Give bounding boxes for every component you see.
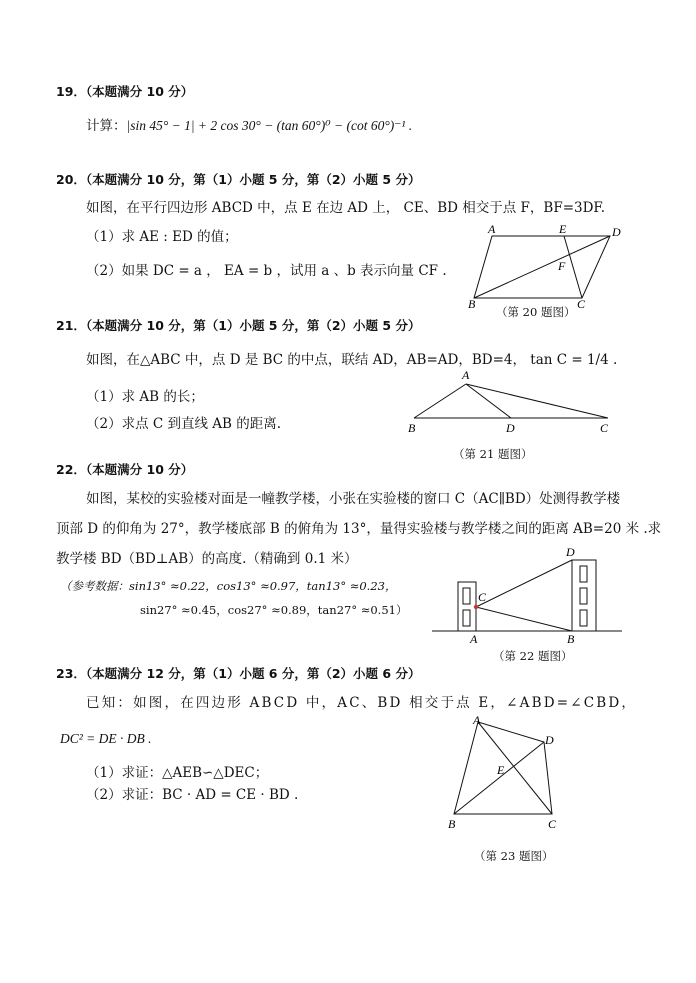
segment-ce bbox=[564, 236, 582, 298]
label-e: E bbox=[497, 763, 505, 777]
q22-stem-line1: 如图，某校的实验楼对面是一幢教学楼，小张在实验楼的窗口 C（AC∥BD）处测得教学楼 bbox=[86, 491, 621, 507]
label-a: A bbox=[488, 222, 496, 236]
lab-window-lower bbox=[463, 610, 470, 626]
q23-caption: （第 23 题图） bbox=[474, 849, 554, 863]
teaching-building bbox=[572, 560, 596, 631]
label-f: F bbox=[558, 259, 566, 273]
segment-bd bbox=[474, 236, 610, 298]
q20-stem: 如图，在平行四边形 ABCD 中，点 E 在边 AD 上， CE、BD 相交于点 F，BF=3DF. bbox=[86, 200, 605, 216]
q20-header: 20．（本题满分 10 分，第（1）小题 5 分，第（2）小题 5 分） bbox=[56, 172, 421, 187]
segment-ac bbox=[466, 384, 608, 418]
q22-reference-line2: sin27° ≈0.45，cos27° ≈0.89，tan27° ≈0.51） bbox=[140, 603, 408, 617]
teaching-window-1 bbox=[580, 566, 587, 582]
q21-part1: （1）求 AB 的长； bbox=[86, 389, 204, 405]
label-d: D bbox=[612, 225, 621, 239]
teaching-window-3 bbox=[580, 610, 587, 626]
q20-part2: （2）如果 DC = a ， EA = b ，试用 a 、b 表示向量 CF . bbox=[86, 263, 447, 279]
q22-figure bbox=[430, 544, 625, 644]
q22-header: 22．（本题满分 10 分） bbox=[56, 462, 194, 477]
label-c: C bbox=[548, 817, 557, 831]
q20-caption: （第 20 题图） bbox=[496, 305, 576, 319]
segment-ab bbox=[414, 384, 466, 418]
q20-part1: （1）求 AE : ED 的值； bbox=[86, 229, 238, 245]
q22-stem-line3: 教学楼 BD（BD⊥AB）的高度.（精确到 0.1 米） bbox=[56, 551, 358, 567]
q21-stem: 如图，在△ABC 中，点 D 是 BC 的中点，联结 AD，AB=AD，BD=4， tan C = 1/4 . bbox=[86, 352, 618, 368]
label-c: C bbox=[478, 590, 487, 604]
label-a: A bbox=[473, 713, 481, 727]
label-c: C bbox=[577, 297, 586, 311]
q23-stem: 已知：如图，在四边形 ABCD 中，AC、BD 相交于点 E，∠ABD=∠CBD， bbox=[86, 695, 638, 711]
q21-figure bbox=[400, 366, 625, 438]
q23-part2: （2）求证：BC · AD = CE · BD . bbox=[86, 787, 299, 803]
q19-expression: |sin 45° − 1| + 2 cos 30° − (tan 60°)⁰ − (cot 60°)⁻¹ . bbox=[126, 118, 413, 133]
q21-caption: （第 21 题图） bbox=[453, 447, 533, 461]
q21-part2: （2）求点 C 到直线 AB 的距离. bbox=[86, 416, 282, 432]
q23-condition: DC² = DE · DB . bbox=[60, 731, 152, 746]
label-b: B bbox=[567, 632, 575, 644]
label-a: A bbox=[462, 368, 470, 382]
q23-header: 23．（本题满分 12 分，第（1）小题 6 分，第（2）小题 6 分） bbox=[56, 666, 421, 681]
q22-stem-line2: 顶部 D 的仰角为 27°，教学楼底部 B 的俯角为 13°，量得实验楼与教学楼之间的距离 AB=20 米 .求 bbox=[56, 521, 662, 537]
q19-label: 计算： bbox=[86, 118, 127, 134]
label-d: D bbox=[566, 545, 575, 559]
point-c bbox=[474, 605, 478, 609]
label-d: D bbox=[506, 421, 515, 435]
diagonal-ac bbox=[478, 722, 552, 814]
q21-header: 21．（本题满分 10 分，第（1）小题 5 分，第（2）小题 5 分） bbox=[56, 318, 421, 333]
lab-building bbox=[458, 582, 476, 631]
q22-caption: （第 22 题图） bbox=[493, 649, 573, 663]
lab-window-upper bbox=[463, 588, 470, 604]
diagonal-bd bbox=[454, 742, 544, 814]
q19-body bbox=[86, 116, 412, 136]
sight-line-cd bbox=[476, 560, 572, 607]
q19-header: 19．（本题满分 10 分） bbox=[56, 84, 194, 99]
q20-figure bbox=[462, 222, 622, 312]
label-e: E bbox=[559, 222, 567, 236]
sight-line-cb bbox=[476, 607, 572, 631]
label-b: B bbox=[468, 297, 476, 311]
q22-reference-line1: （参考数据：sin13° ≈0.22，cos13° ≈0.97，tan13° ≈0.23， bbox=[60, 579, 397, 593]
label-b: B bbox=[448, 817, 456, 831]
q23-part1: （1）求证：△AEB∽△DEC； bbox=[86, 765, 269, 781]
label-d: D bbox=[545, 733, 554, 747]
q23-figure bbox=[440, 712, 570, 832]
label-b: B bbox=[408, 421, 416, 435]
label-c: C bbox=[600, 421, 609, 435]
teaching-window-2 bbox=[580, 588, 587, 604]
label-a: A bbox=[470, 632, 478, 644]
